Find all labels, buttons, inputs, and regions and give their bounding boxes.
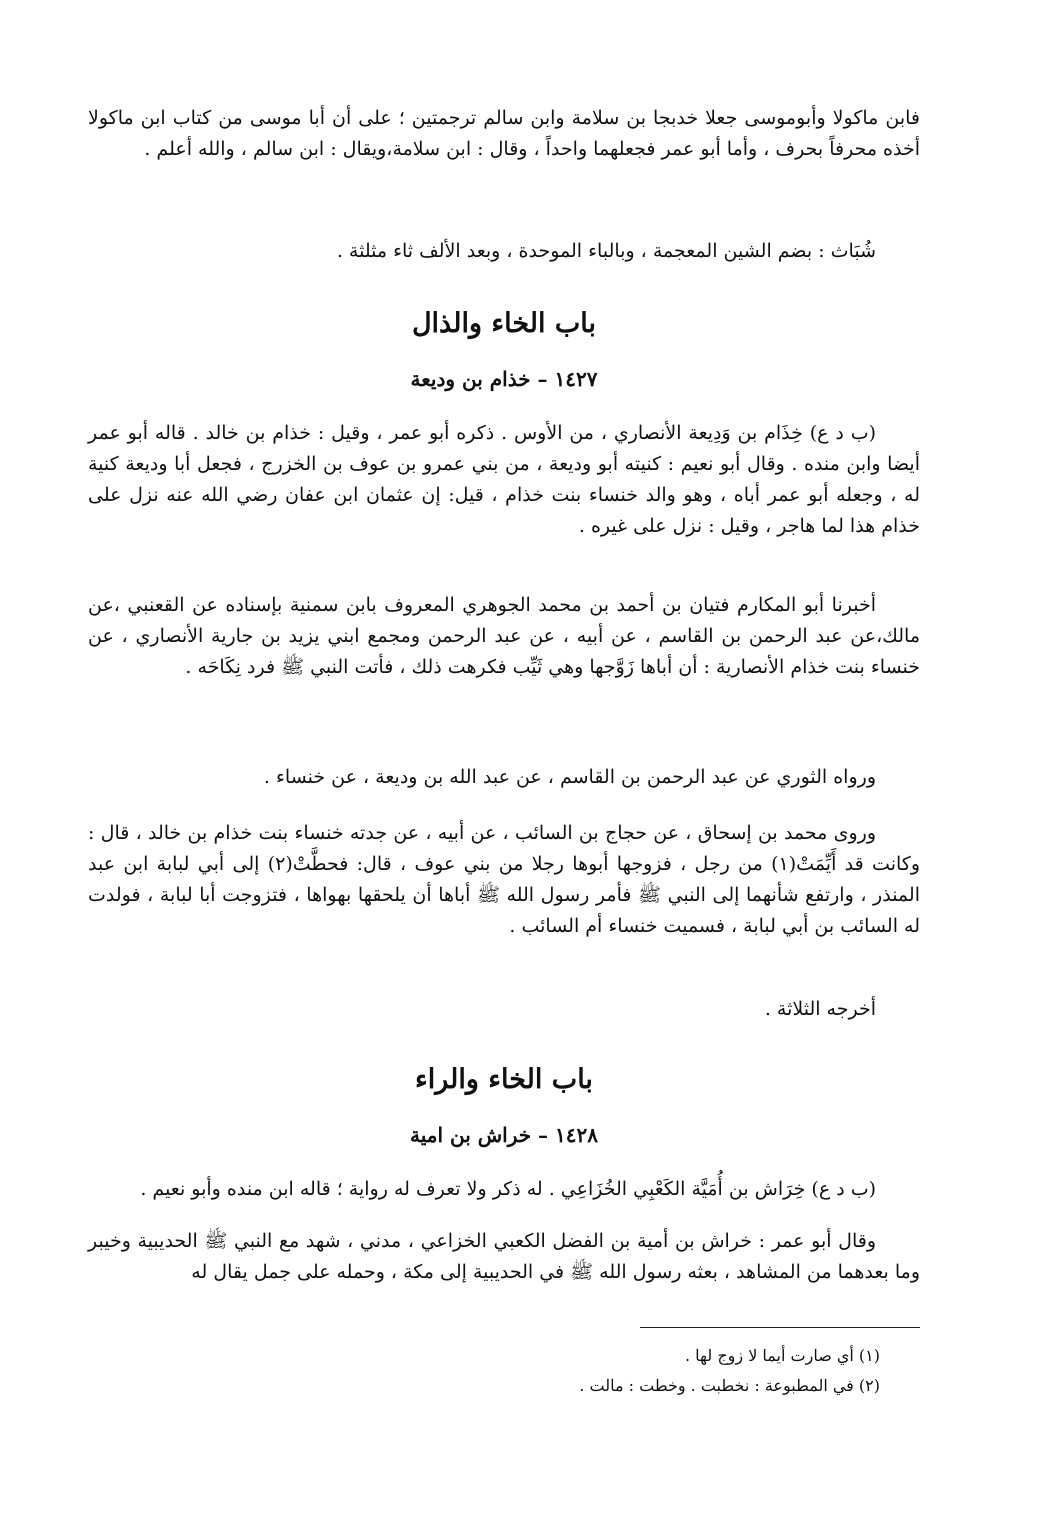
section-title-kha-dhal: باب الخاء والذال <box>411 308 597 339</box>
entry-1427-paragraph-2: أخبرنا أبو المكارم فتيان بن أحمد بن محمد الجوهري المعروف بابن سمنية بإسناده عن القعنبي ،عن مالك،عن عبد الرحمن بن القاسم ، عن أبيه ، عن عبد الرحمن ومجمع ابني يزيد بن جارية الأنصاري ، عن خنساء بنت خذام الأنصارية : أن أباها زَوَّجها وهي ثَيِّب فكرهت ذلك ، فأتت النبي ﷺ فرد نِكَاحَه . <box>88 594 920 678</box>
section-title-kha-ra: باب الخاء والراء <box>415 1064 593 1095</box>
entry-1427-paragraph-5: أخرجه الثلاثة . <box>764 998 876 1020</box>
entry-1428-paragraph-2: وقال أبو عمر : خراش بن أمية بن الفضل الكعبي الخزاعي ، مدني ، شهد مع النبي ﷺ الحديبية وخيبر وما بعدهما من المشاهد ، بعثه رسول الله ﷺ في الحديبية إلى مكة ، وحمله على جمل يقال له <box>88 1230 920 1283</box>
footnote-divider <box>640 1327 920 1328</box>
entry-1427-paragraph-4: وروى محمد بن إسحاق ، عن حجاج بن السائب ، عن أبيه ، عن جدته خنساء بنت خذام بن خالد ، قال : وكانت قد أَيِّمَتْ(١) من رجل ، فزوجها أبوها رجلا من بني عوف ، قال: فحطَّتْ(٢) إلى أبي لبابة ابن عبد المنذر ، وارتفع شأنهما إلى النبي ﷺ فأمر رسول الله ﷺ أباها أن يلحقها بهواها ، فتزوجت أبا لبابة ، فولدت له السائب بن أبي لبابة ، فسميت خنساء أم السائب . <box>88 822 920 937</box>
intro-note-paragraph: شُبَاث : بضم الشين المعجمة ، وبالباء الموحدة ، وبعد الألف ثاء مثلثة . <box>336 240 876 262</box>
footnote-1: (١) أي صارت أيما لا زوج لها . <box>684 1346 880 1365</box>
entry-1427-paragraph-1: (ب د ع) خِذَام بن وَدِيعة الأنصاري ، من الأوس . ذكره أبو عمر ، وقيل : خذام بن خالد . قاله أبو عمر أيضا وابن منده . وقال أبو نعيم : كنيته أبو وديعة ، من بني عمرو بن عوف بن الخزرج ، فجعل أبا وديعة كنية له ، وجعله أبو عمر أباه ، وهو والد خنساء بنت خذام ، قيل: إن عثمان ابن عفان رضي الله عنه نزل على خذام هذا لما هاجر ، وقيل : نزل على غيره . <box>88 422 920 537</box>
entry-1428-paragraph-1: (ب د ع) خِرَاش بن أُمَيَّة الكَعْبِي الخُزَاعِي . له ذكر ولا تعرف له رواية ؛ قاله ابن منده وأبو نعيم . <box>140 1178 876 1200</box>
intro-paragraph: فابن ماكولا وأبوموسى جعلا خدبجا بن سلامة وابن سالم ترجمتين ؛ على أن أبا موسى من كتاب ابن ماكولا أخذه محرفاً بحرف ، وأما أبو عمر فجعلهما واحداً ، وقال : ابن سلامة،ويقال : ابن سالم ، والله أعلم . <box>88 107 920 160</box>
entry-heading-1427: ١٤٢٧ – خذام بن وديعة <box>410 367 598 391</box>
entry-heading-1428: ١٤٢٨ – خراش بن امية <box>409 1123 598 1147</box>
entry-1427-paragraph-3: ورواه الثوري عن عبد الرحمن بن القاسم ، عن عبد الله بن وديعة ، عن خنساء . <box>263 766 876 788</box>
footnote-2: (٢) في المطبوعة : نخطبت . وخطت : مالت . <box>579 1376 880 1395</box>
